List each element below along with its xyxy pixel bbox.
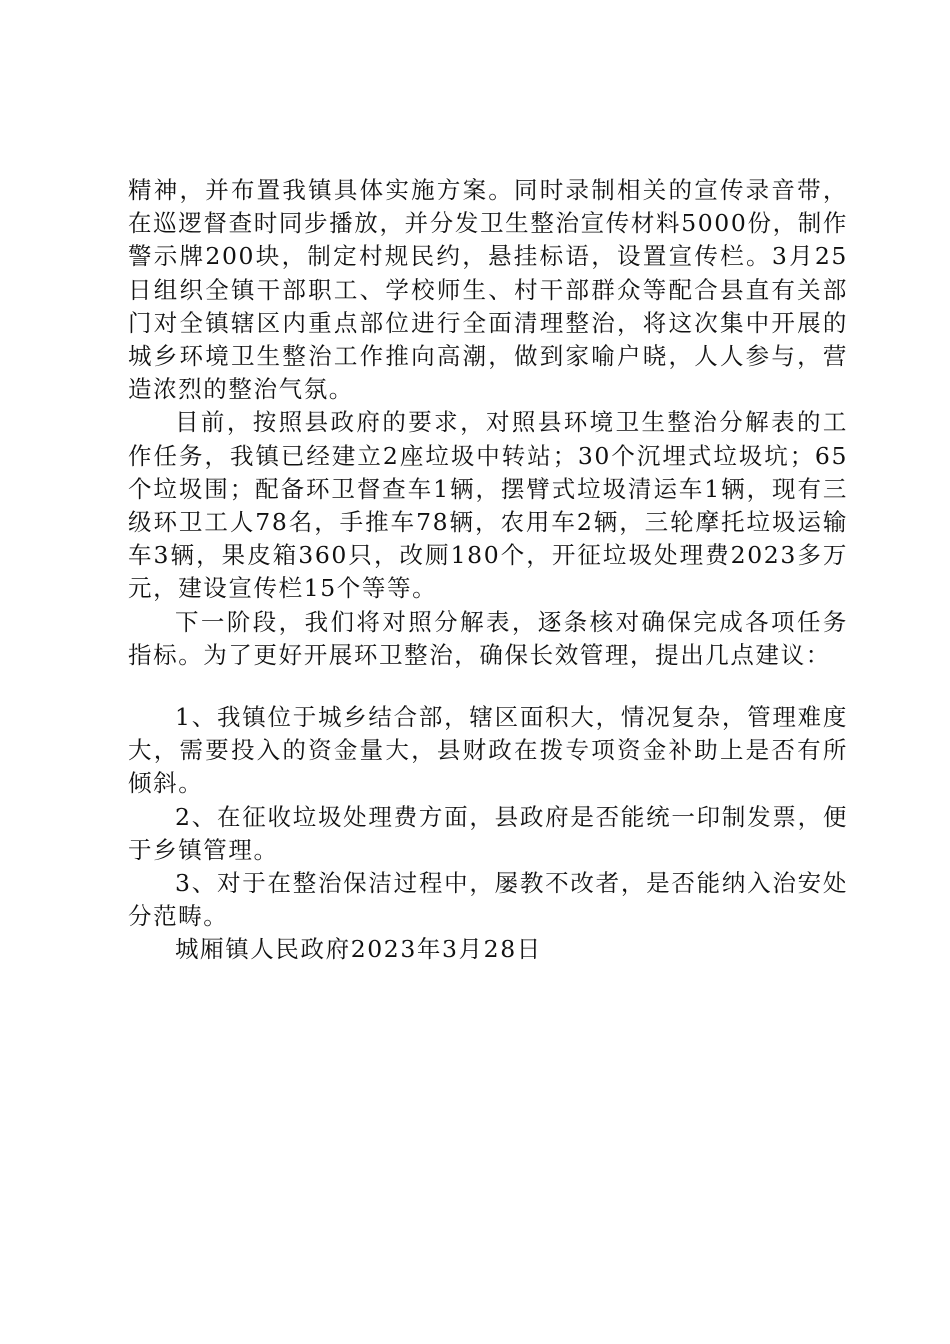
suggestion-3: 3、对于在整治保洁过程中，屡教不改者，是否能纳入治安处分范畴。 [128, 869, 848, 931]
paragraph-propaganda: 精神，并布置我镇具体实施方案。同时录制相关的宣传录音带，在巡逻督查时同步播放，并分发卫生整治宣传材料5000份，制作警示牌200块，制定村规民约，悬挂标语，设置宣传栏。3月25日组织全镇干部职工、学校师生、村干部群众等配合县直有关部门对全镇辖区内重点部位进行全面清理整治，将这次集中开展的城乡环境卫生整治工作推向高潮，做到家喻户晓，人人参与，营造浓烈的整治气氛。 [128, 176, 848, 404]
suggestion-1: 1、我镇位于城乡结合部，辖区面积大，情况复杂，管理难度大，需要投入的资金量大，县财政在拨专项资金补助上是否有所倾斜。 [128, 703, 848, 798]
document-body [128, 174, 848, 967]
suggestion-2: 2、在征收垃圾处理费方面，县政府是否能统一印制发票，便于乡镇管理。 [128, 802, 848, 864]
paragraph-next-stage: 下一阶段，我们将对照分解表，逐条核对确保完成各项任务指标。为了更好开展环卫整治，确保长效管理，提出几点建议： [128, 607, 848, 669]
signature-line: 城厢镇人民政府2023年3月28日 [175, 935, 542, 964]
paragraph-current-status: 目前，按照县政府的要求，对照县环境卫生整治分解表的工作任务，我镇已经建立2座垃圾中转站；30个沉埋式垃圾坑；65个垃圾围；配备环卫督查车1辆，摆臂式垃圾清运车1辆，现有三级环卫工人78名，手推车78辆，农用车2辆，三轮摩托垃圾运输车3辆，果皮箱360只，改厕180个，开征垃圾处理费2023多万元，建设宣传栏15个等等。 [128, 408, 848, 603]
